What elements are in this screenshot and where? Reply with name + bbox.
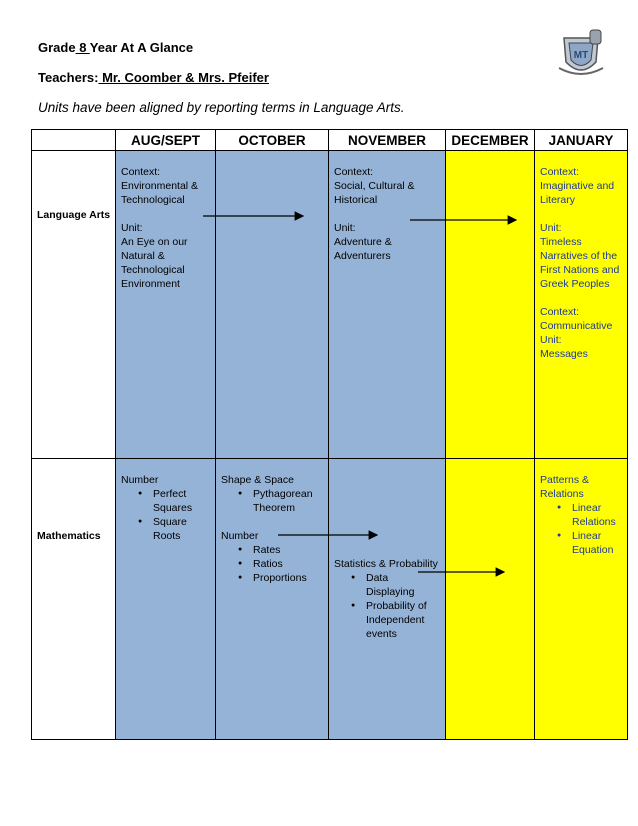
table-cell xyxy=(535,459,628,740)
table-row xyxy=(32,151,628,459)
cell-text: Context: Imaginative and Literary Unit: Timeless Narratives of the First Nations and Greek Peoples Context: Communicative Unit: Messages xyxy=(540,166,620,360)
table-cell xyxy=(116,151,216,459)
list-item: ● Perfect Squares xyxy=(116,487,206,515)
table-cell xyxy=(329,459,446,740)
list-item: ● Probability of Independent events xyxy=(329,599,433,641)
list-item: ● Data Displaying xyxy=(329,571,433,599)
corner-cell xyxy=(32,130,116,151)
list-item: ● Proportions xyxy=(216,571,324,585)
table-header-row xyxy=(32,130,628,151)
cell-text: Context: Environmental & Technological Unit: An Eye on our Natural & Technological Environment xyxy=(121,166,199,290)
table-cell xyxy=(329,151,446,459)
subtitle-note: Units have been aligned by reporting terms in Language Arts. xyxy=(38,100,405,115)
column-header: AUG/SEPT xyxy=(116,130,216,151)
table-cell xyxy=(535,151,628,459)
cell-text: Context: Social, Cultural & Historical Unit: Adventure & Adventurers xyxy=(334,166,415,262)
row-label: Mathematics xyxy=(37,530,101,542)
list-item: ● Ratios xyxy=(216,557,324,571)
table-cell xyxy=(446,151,535,459)
column-header: NOVEMBER xyxy=(329,130,446,151)
cell-heading: Number xyxy=(121,474,159,486)
column-header: OCTOBER xyxy=(216,130,329,151)
teachers-line: Teachers: Mr. Coomber & Mrs. Pfeifer xyxy=(38,70,269,85)
column-header: DECEMBER xyxy=(446,130,535,151)
cell-heading: Shape & Space xyxy=(221,474,294,486)
page-title: Grade 8 Year At A Glance xyxy=(38,40,194,55)
row-label-cell xyxy=(32,151,116,459)
row-label: Language Arts xyxy=(37,209,111,221)
cell-heading: Number xyxy=(221,530,259,542)
table-cell xyxy=(116,459,216,740)
column-header: JANUARY xyxy=(535,130,628,151)
table-cell xyxy=(216,459,329,740)
list-item: ● Linear Equation xyxy=(535,529,623,557)
list-item: ● Square Roots xyxy=(116,515,206,543)
grade-number: 8 xyxy=(75,40,90,55)
table-cell xyxy=(216,151,329,459)
cell-heading: Patterns & Relations xyxy=(540,474,590,500)
list-item: ● Rates xyxy=(216,543,324,557)
teacher-names: Mr. Coomber & Mrs. Pfeifer xyxy=(98,70,269,85)
row-label-cell xyxy=(32,459,116,740)
list-item: ● Pythagorean Theorem xyxy=(216,487,319,515)
table-cell xyxy=(446,459,535,740)
list-item: ● Linear Relations xyxy=(535,501,623,529)
svg-text:MT: MT xyxy=(573,50,589,61)
year-plan-table xyxy=(31,129,628,740)
cell-heading: Statistics & Probability xyxy=(334,558,438,570)
school-crest-logo xyxy=(556,28,606,80)
table-row xyxy=(32,459,628,740)
